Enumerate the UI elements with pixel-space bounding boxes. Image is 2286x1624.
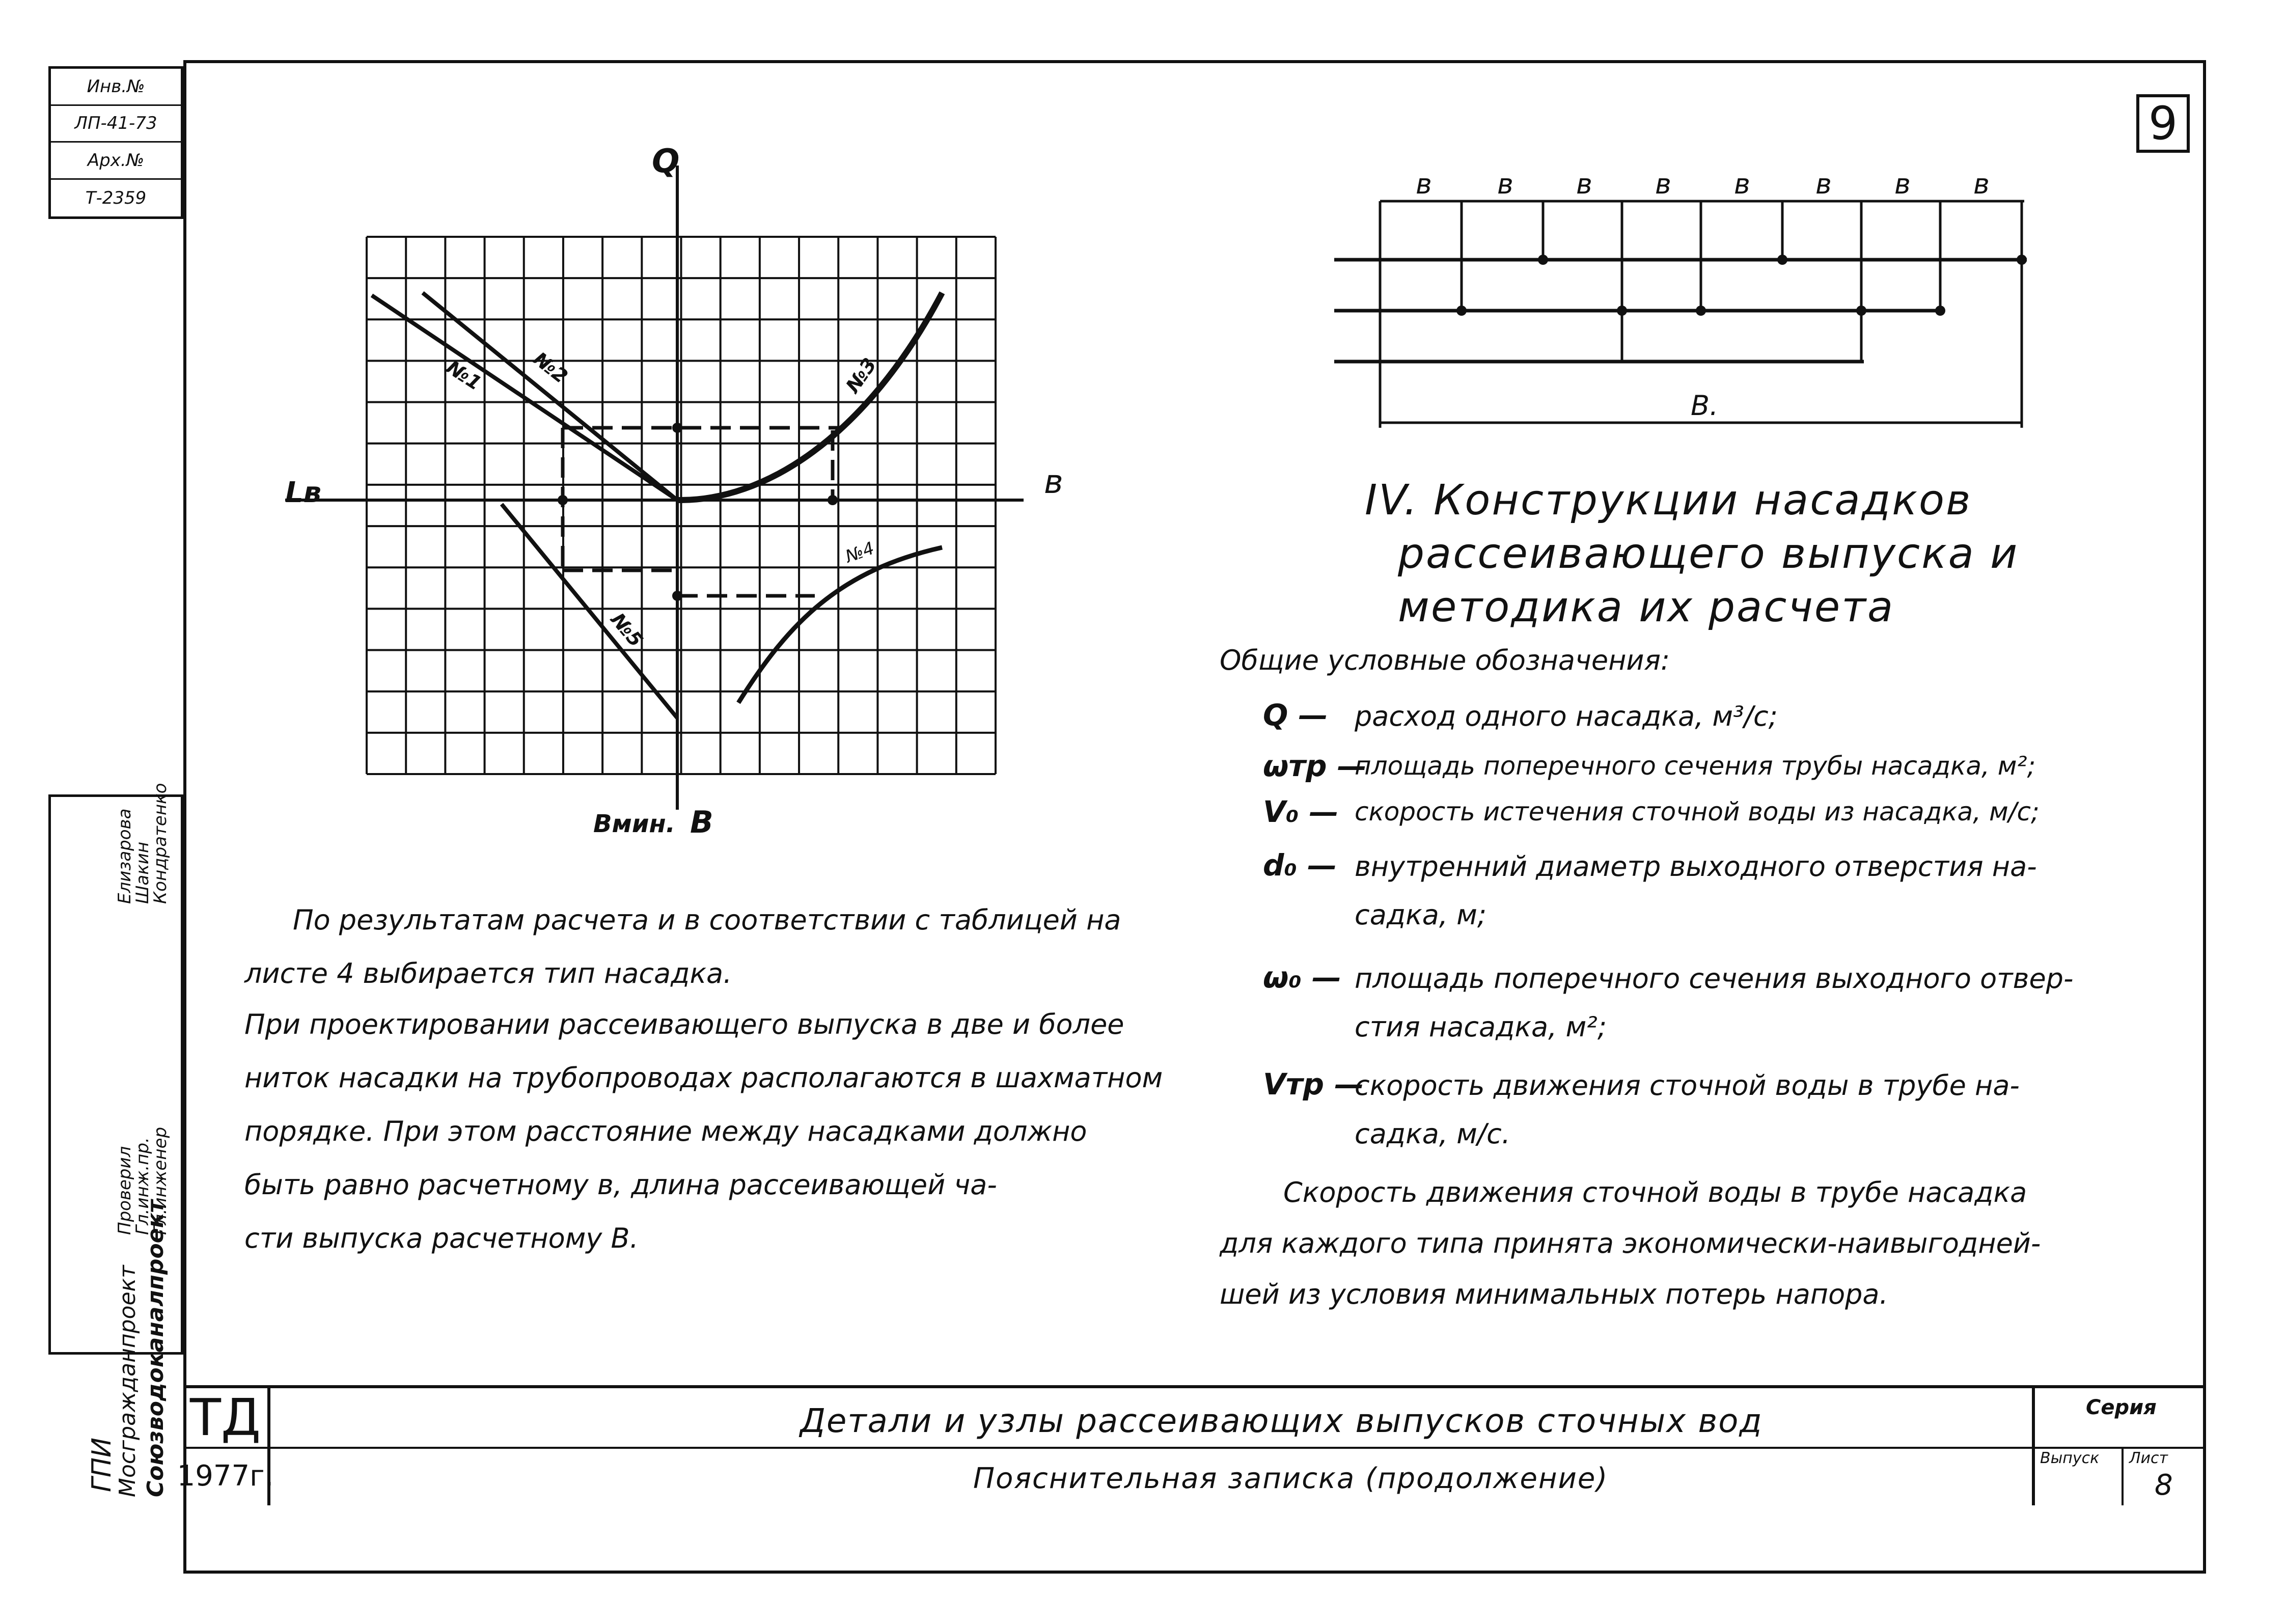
curve-4 [738, 547, 942, 703]
spacing-label: в [1576, 168, 1592, 200]
legend-text: площадь поперечного сечения выходного отвер- [1355, 962, 2074, 995]
legend-text: внутренний диаметр выходного отверстия на- [1355, 850, 2037, 883]
graph-curves [372, 293, 942, 718]
left-para-line: порядке. При этом расстояние между насадками должно [244, 1115, 1087, 1147]
title-block-code: ТД [183, 1388, 270, 1449]
curve-label: №1 [442, 355, 486, 395]
legend-symbol: d₀ — [1263, 848, 1337, 883]
sheet-number: 9 [2136, 94, 2190, 153]
left-para-line: быть равно расчетному в, длина рассеивающей ча- [244, 1169, 997, 1201]
velocity-para-line: шей из условия минимальных потерь напора. [1220, 1278, 1888, 1310]
layout-diagram [1334, 201, 2027, 428]
graph-axes [285, 166, 1024, 810]
graph-grid [367, 237, 996, 774]
legend-symbol: Q — [1263, 698, 1328, 732]
legend-text: расход одного насадка, м³/с; [1355, 700, 1778, 732]
role-label: Гл.инженер [150, 1126, 171, 1235]
curve-3 [677, 293, 942, 500]
org-name: Мосгражданпроект [115, 1265, 141, 1497]
stamp-row: Арх.№ [51, 143, 181, 180]
left-para-line: ниток насадки на трубопроводах располагаются в шахматном [244, 1062, 1163, 1094]
role-label: Гл.инж.пр. [132, 1137, 153, 1235]
graph-bottom-label-min: Вмин. [593, 810, 675, 838]
person-name: Шакин [132, 841, 153, 904]
curve-label: №2 [529, 347, 572, 388]
velocity-para-line: для каждого типа принята экономически-наивыгодней- [1220, 1227, 2041, 1259]
left-para-line: При проектировании рассеивающего выпуска в две и более [244, 1008, 1124, 1040]
spacing-label: в [1416, 168, 1432, 200]
legend-text: садка, м/с. [1355, 1118, 1510, 1150]
legend-symbol: ω₀ — [1263, 960, 1342, 995]
legend-symbol: V₀ — [1263, 794, 1339, 829]
curve-label: №3 [841, 353, 881, 397]
person-name: Кондратенко [150, 783, 171, 904]
title-block-main [270, 1388, 2114, 1505]
title-block-year: 1977г. [183, 1447, 270, 1505]
issue-label: Выпуск [2040, 1449, 2100, 1467]
legend-header: Общие условные обозначения: [1220, 644, 1670, 676]
spacing-label: в [1497, 168, 1513, 200]
title-block [177, 1385, 2203, 1505]
series-label: Серия [2086, 1396, 2157, 1419]
legend-text: площадь поперечного сечения трубы насадка, м²; [1355, 751, 2036, 781]
org-name: Союзводоканалпроект [143, 1200, 169, 1497]
legend-text: скорость движения сточной воды в трубе на- [1355, 1069, 2020, 1102]
graph-bottom-label-max: В [690, 805, 713, 840]
spacing-label: в [1894, 168, 1911, 200]
document-subtitle: Пояснительная записка (продолжение) [973, 1462, 1609, 1495]
curve-2 [423, 293, 677, 500]
curve-label: №4 [842, 538, 877, 567]
title-block-side [2032, 1388, 2206, 1505]
graph-left-label: Lв [285, 476, 322, 509]
section-title: IV. Конструкции насадков [1365, 476, 1972, 525]
person-name: Елизарова [115, 808, 135, 904]
role-label: Проверил [115, 1146, 135, 1235]
graph-x-label: в [1044, 463, 1063, 501]
legend-text: скорость истечения сточной воды из насадка, м/с; [1355, 797, 2040, 827]
stamp-row: Инв.№ [51, 69, 181, 106]
graph-y-label: Q [652, 143, 680, 180]
spacing-label: в [1973, 168, 1990, 200]
document-title: Детали и узлы рассеивающих выпусков сточных вод [800, 1402, 1763, 1440]
spacing-label: в [1655, 168, 1671, 200]
stamp-row: Т-2359 [85, 187, 147, 208]
left-para-line: По результатам расчета и в соответствии с таблицей на [293, 904, 1121, 936]
section-title: методика их расчета [1398, 583, 1895, 631]
legend-symbol: ωтр — [1263, 749, 1367, 783]
org-name: ГПИ [87, 1438, 117, 1492]
curve-label: №5 [607, 609, 648, 651]
sheet-label: Лист [2129, 1449, 2168, 1467]
legend-text: садка, м; [1355, 899, 1487, 931]
velocity-para-line: Скорость движения сточной воды в трубе насадка [1283, 1176, 2027, 1208]
total-length-label: В. [1691, 390, 1719, 422]
curve-5 [502, 504, 677, 718]
spacing-label: в [1815, 168, 1832, 200]
sheet-value: 8 [2155, 1469, 2173, 1502]
left-para-line: листе 4 выбирается тип насадка. [244, 957, 732, 989]
left-para-line: сти выпуска расчетному В. [244, 1222, 639, 1254]
legend-symbol: Vтр — [1263, 1067, 1364, 1102]
legend-text: стия насадка, м²; [1355, 1011, 1607, 1043]
section-title: рассеивающего выпуска и [1398, 530, 2019, 578]
spacing-label: в [1734, 168, 1750, 200]
stamp-row: ЛП-41-73 [51, 106, 181, 143]
